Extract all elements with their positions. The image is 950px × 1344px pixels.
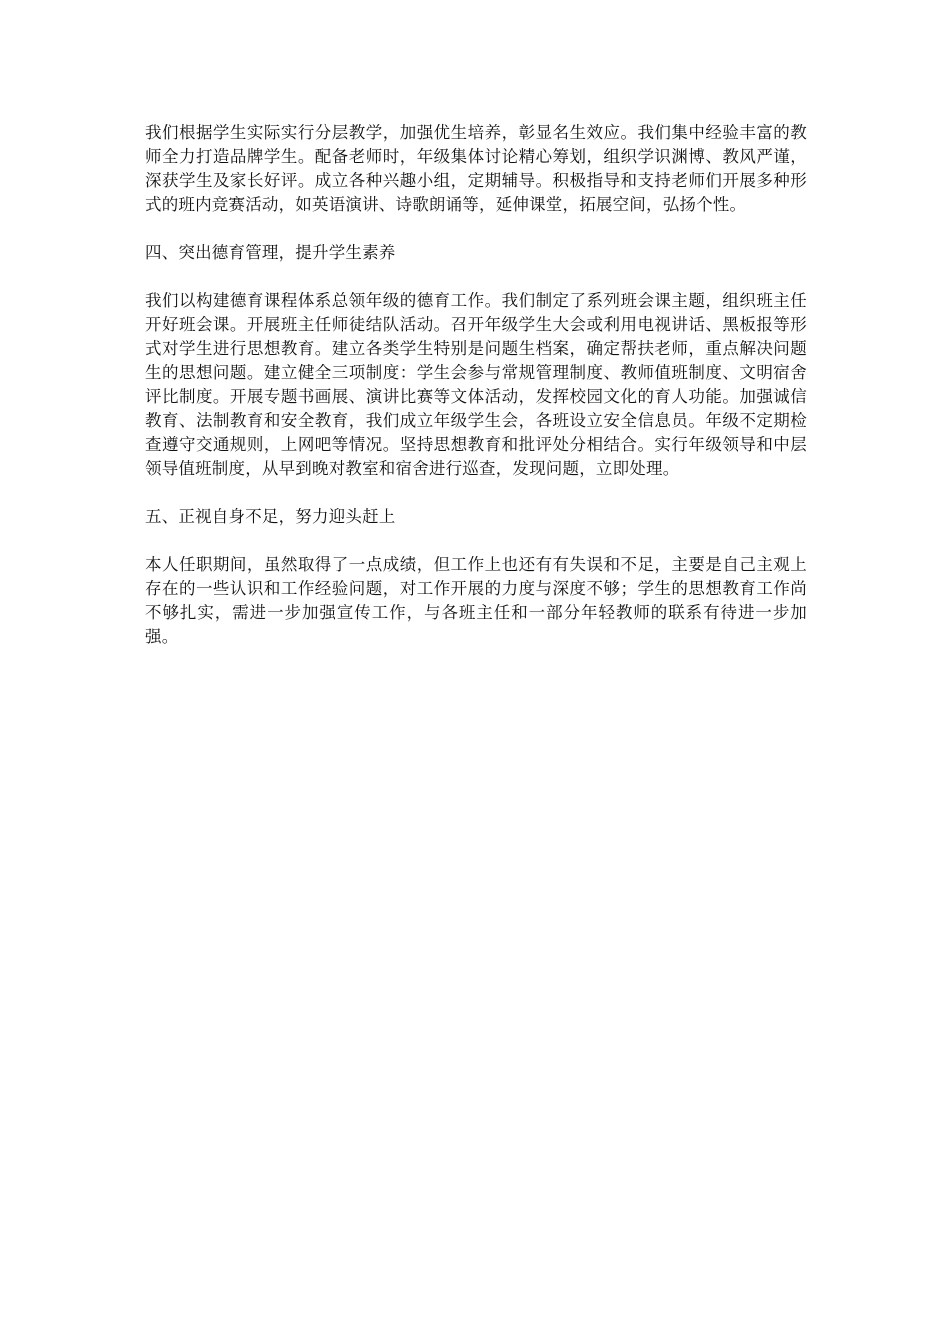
paragraph-spacer	[145, 217, 807, 241]
section-heading-moral-education: 四、突出德育管理，提升学生素养	[145, 243, 396, 262]
section-heading-shortcomings: 五、正视自身不足，努力迎头赶上	[145, 507, 396, 526]
paragraph-spacer	[145, 481, 807, 505]
paragraph-layered-teaching: 我们根据学生实际实行分层教学，加强优生培养，彰显名生效应。我们集中经验丰富的教师全力打造品牌学生。配备老师时，年级集体讨论精心筹划，组织学识渊博、教风严谨，深获学生及家长好评。成立各种兴趣小组，定期辅导。积极指导和支持老师们开展多种形式的班内竞赛活动，如英语演讲、诗歌朗诵等，延伸课堂，拓展空间，弘扬个性。	[145, 123, 807, 214]
paragraph-shortcomings: 本人任职期间，虽然取得了一点成绩，但工作上也还有有失误和不足，主要是自己主观上存在的一些认识和工作经验问题，对工作开展的力度与深度不够；学生的思想教育工作尚不够扎实，需进一步加强宣传工作，与各班主任和一部分年轻教师的联系有待进一步加强。	[145, 555, 807, 646]
document-body	[145, 121, 807, 649]
paragraph-spacer	[145, 265, 807, 289]
paragraph-moral-education: 我们以构建德育课程体系总领年级的德育工作。我们制定了系列班会课主题，组织班主任开好班会课。开展班主任师徒结队活动。召开年级学生大会或利用电视讲话、黑板报等形式对学生进行思想教育。建立各类学生特别是问题生档案，确定帮扶老师，重点解决问题生的思想问题。建立健全三项制度：学生会参与常规管理制度、教师值班制度、文明宿舍评比制度。开展专题书画展、演讲比赛等文体活动，发挥校园文化的育人功能。加强诚信教育、法制教育和安全教育，我们成立年级学生会，各班设立安全信息员。年级不定期检查遵守交通规则，上网吧等情况。坚持思想教育和批评处分相结合。实行年级领导和中层领导值班制度，从早到晚对教室和宿舍进行巡查，发现问题，立即处理。	[145, 291, 807, 478]
paragraph-spacer	[145, 529, 807, 553]
